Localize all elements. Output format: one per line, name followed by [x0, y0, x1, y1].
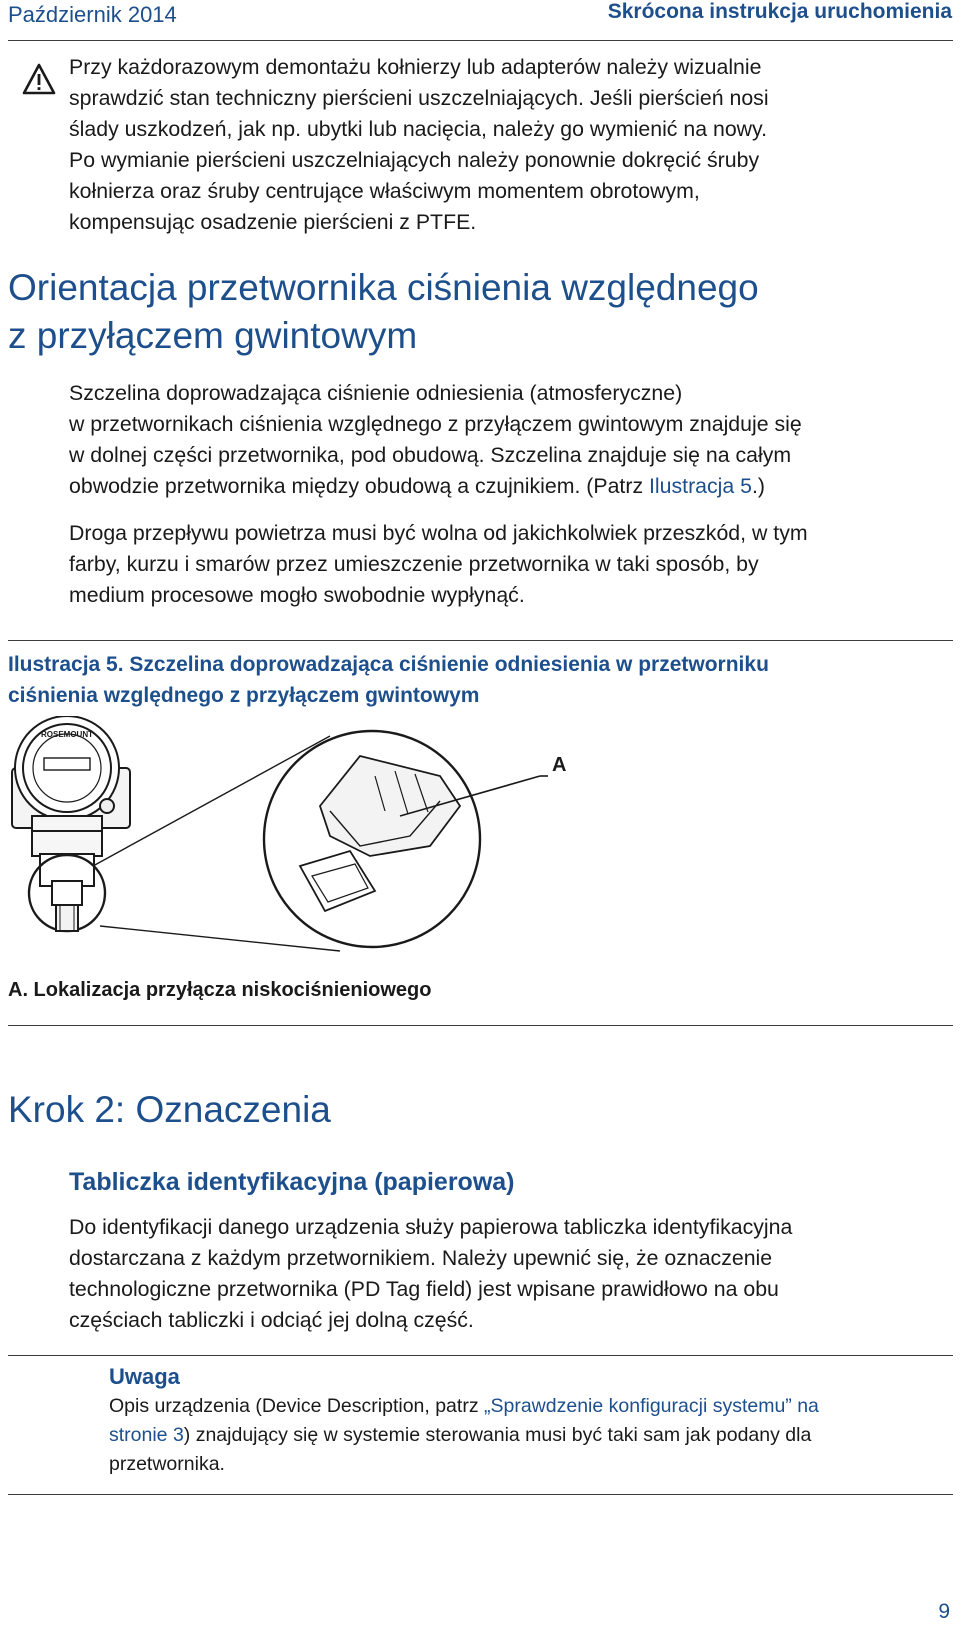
paragraph-line: Szczelina doprowadzająca ciśnienie odniesienia (atmosferyczne) — [69, 381, 683, 405]
note-line — [109, 1421, 939, 1450]
orientation-paragraph-2 — [69, 518, 949, 611]
warning-line: ślady uszkodzeń, jak np. ubytki lub nacięcia, należy go wymienić na nowy. — [69, 117, 768, 141]
warning-line: sprawdzić stan techniczny pierścieni uszczelniających. Jeśli pierścień nosi — [69, 86, 769, 110]
section-heading-orientation — [8, 264, 948, 360]
note-line — [109, 1392, 939, 1421]
warning-line: Przy każdorazowym demontażu kołnierzy lub adapterów należy wizualnie — [69, 55, 762, 79]
heading-line: z przyłączem gwintowym — [8, 315, 418, 356]
paragraph-line: dostarczana z każdym przetwornikiem. Należy upewnić się, że oznaczenie — [69, 1246, 773, 1270]
paragraph-line: farby, kurzu i smarów przez umieszczenie przetwornika w taki sposób, by — [69, 552, 759, 576]
warning-line: kompensując osadzenie pierścieni z PTFE. — [69, 210, 477, 234]
paragraph-line: medium procesowe mogło swobodnie wypłynąć. — [69, 583, 525, 607]
transmitter-illustration — [0, 716, 600, 971]
text-span: .) — [752, 474, 766, 498]
heading-line: Orientacja przetwornika ciśnienia względnego — [8, 267, 759, 308]
callout-a: A — [552, 754, 567, 776]
note-bottom-rule — [8, 1494, 953, 1495]
header-date: Październik 2014 — [8, 2, 177, 27]
warning-line: Po wymianie pierścieni uszczelniających należy ponownie dokręcić śruby — [69, 148, 760, 172]
paragraph-line: w przetwornikach ciśnienia względnego z przyłączem gwintowym znajduje się — [69, 412, 802, 436]
figure-legend: A. Lokalizacja przyłącza niskociśnieniowego — [8, 979, 432, 1001]
note-top-rule — [8, 1355, 953, 1356]
subheading-paper-tag: Tabliczka identyfikacyjna (papierowa) — [69, 1168, 515, 1196]
figure-5-link[interactable]: Ilustracja 5 — [649, 474, 752, 498]
paragraph-line: Do identyfikacji danego urządzenia służy papierowa tabliczka identyfikacyjna — [69, 1215, 793, 1239]
note-line: przetwornika. — [109, 1453, 225, 1475]
caption-line: ciśnienia względnego z przyłączem gwintowym — [8, 684, 480, 707]
paragraph-line — [69, 471, 949, 502]
figure-caption — [8, 649, 953, 711]
note-text — [109, 1392, 939, 1479]
section-heading-step-2: Krok 2: Oznaczenia — [8, 1089, 331, 1130]
system-config-link[interactable]: „Sprawdzenie konfiguracji systemu” na — [484, 1395, 819, 1417]
text-span: ) znajdujący się w systemie sterowania musi być taki sam jak podany dla — [183, 1424, 812, 1446]
paragraph-line: w dolnej części przetwornika, pod obudową. Szczelina znajduje się na całym — [69, 443, 792, 467]
text-span: Opis urządzenia (Device Description, patrz — [109, 1395, 484, 1417]
figure-top-rule — [8, 640, 953, 641]
section-divider — [8, 1025, 953, 1026]
caption-line: Ilustracja 5. Szczelina doprowadzająca ciśnienie odniesienia w przetworniku — [8, 653, 769, 676]
page-3-link[interactable]: stronie 3 — [109, 1424, 184, 1446]
header-doc-title: Skrócona instrukcja uruchomienia — [607, 0, 952, 23]
warning-text — [69, 52, 949, 238]
orientation-paragraph-1 — [69, 378, 949, 502]
page-number: 9 — [938, 1600, 950, 1623]
paper-tag-paragraph — [69, 1212, 949, 1336]
paragraph-line: częściach tabliczki i odciąć jej dolną część. — [69, 1308, 474, 1332]
warning-line: kołnierza oraz śruby centrujące właściwym momentem obrotowym, — [69, 179, 700, 203]
paragraph-line: technologiczne przetwornika (PD Tag field) jest wpisane prawidłowo na obu — [69, 1277, 779, 1301]
warning-triangle-icon — [22, 63, 56, 95]
header-rule — [8, 40, 953, 41]
text-span: obwodzie przetwornika między obudową a czujnikiem. (Patrz — [69, 474, 650, 498]
paragraph-line: Droga przepływu powietrza musi być wolna od jakichkolwiek przeszkód, w tym — [69, 521, 808, 545]
note-title: Uwaga — [109, 1364, 180, 1389]
brand-label: ROSEMOUNT — [41, 730, 93, 739]
